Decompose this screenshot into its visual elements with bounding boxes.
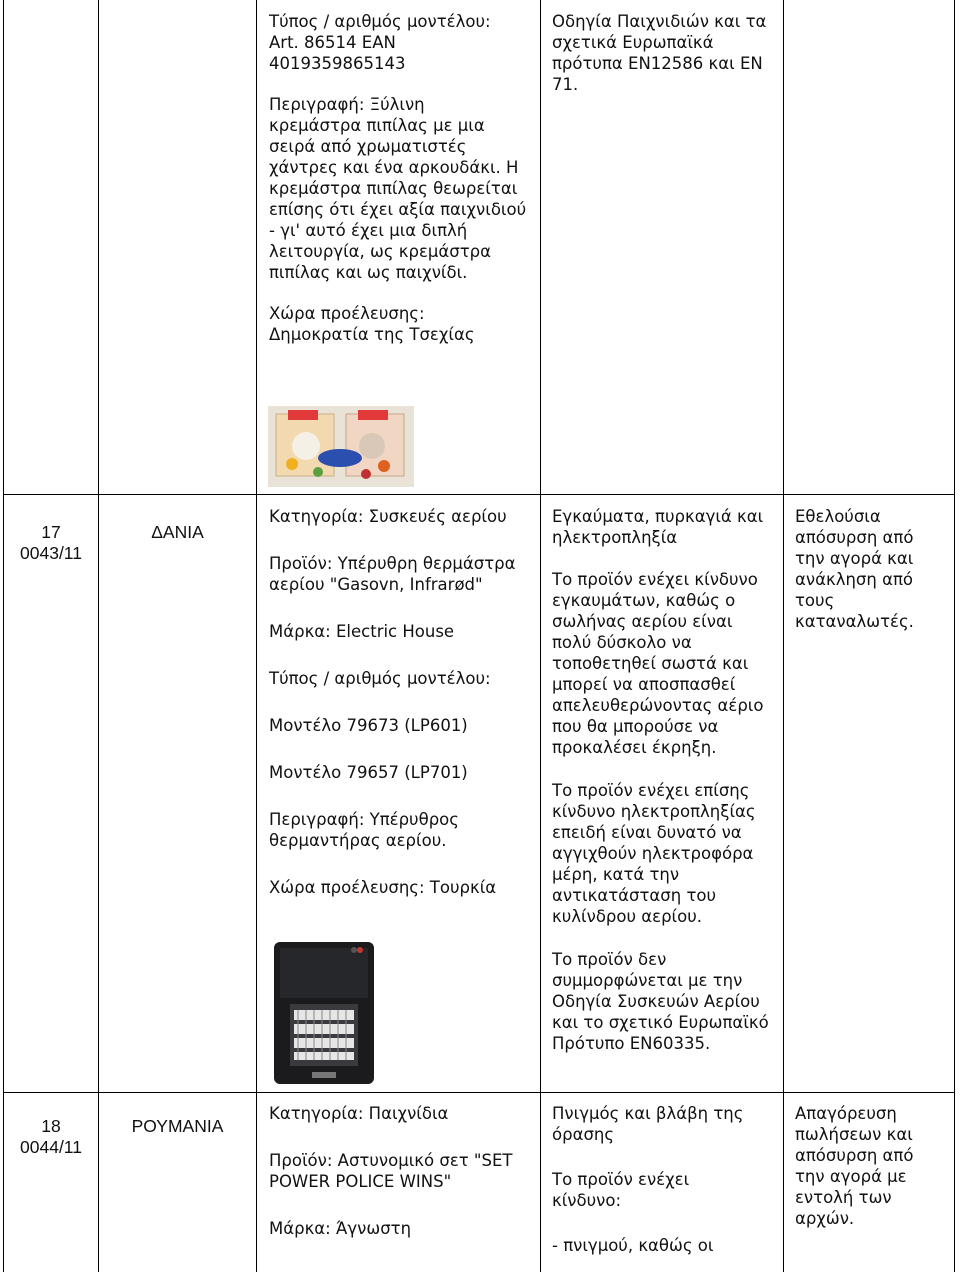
prev-origin-value: Δημοκρατία της Τσεχίας bbox=[269, 325, 475, 344]
row18-category: Κατηγορία: Παιχνίδια bbox=[269, 1104, 449, 1123]
row17-country: ΔΑΝΙΑ bbox=[151, 522, 204, 542]
row18-product-line-2: POWER POLICE WINS" bbox=[269, 1172, 452, 1191]
row17-risk-cell: Εγκαύματα, πυρκαγιά και ηλεκτροπληξία Το προϊόν ενέχει κίνδυνο εγκαυμάτων, καθώς ο σωλήνας αερίου είναι πολύ δύσκολο να τοποθετηθεί σωστά και μπορεί να αποσπασθεί απελευθερώνοντας αέριο που θα μπορούσε να προκαλέσει έκρηξη. Το προϊόν ενέχει επίσης κίνδυνο ηλεκτροπληξίας επειδή είναι δυνατό να αγγιχθούν ηλεκτροφόρα μέρη, κατά την αντικατάσταση του κυλίνδρου αερίου. Το προϊόν δεν συμμορφώνεται με την Οδηγία Συσκευών Αερίου και το σχετικό Ευρωπαϊκό Πρότυπο EN60335. bbox=[552, 506, 782, 1054]
column-divider-2 bbox=[256, 0, 257, 1272]
row17-measures-cell: Εθελούσια απόσυρση από την αγορά και ανάκληση από τους καταναλωτές. bbox=[795, 507, 914, 631]
row17-product-line-1: Προϊόν: Υπέρυθρη θερμάστρα bbox=[269, 554, 516, 573]
row18-country: ΡΟΥΜΑΝΙΑ bbox=[131, 1116, 224, 1136]
row17-ref: 0043/11 bbox=[20, 543, 82, 563]
prev-type-value: Art. 86514 EAN bbox=[269, 33, 396, 52]
row17-description-line-1: Περιγραφή: Υπέρυθρος bbox=[269, 810, 459, 829]
row17-risk-title-2: ηλεκτροπληξία bbox=[552, 528, 678, 547]
table-border-left bbox=[3, 0, 4, 1272]
column-divider-4 bbox=[783, 0, 784, 1272]
row17-brand: Μάρκα: Electric House bbox=[269, 622, 455, 641]
row-divider-18 bbox=[3, 1092, 955, 1093]
row17-description-line-2: θερμαντήρας αερίου. bbox=[269, 831, 447, 850]
row17-product-cell bbox=[269, 506, 539, 898]
gas-heater-photo bbox=[268, 938, 380, 1088]
prev-type-label: Τύπος / αριθμός μοντέλου: bbox=[269, 12, 491, 31]
prev-description: Περιγραφή: Ξύλινη κρεμάστρα πιπίλας με μια σειρά από χρωματιστές χάντρες και ένα αρκουδάκι. Η κρεμάστρα πιπίλας θεωρείται επίσης ότι έχει αξία παιχνιδιού - γι' αυτό έχει μια διπλή λειτουργία, ως κρεμάστρα πιπίλας και ως παιχνίδι. bbox=[269, 95, 527, 282]
row18-number-cell bbox=[4, 1116, 98, 1158]
column-divider-1 bbox=[98, 0, 99, 1272]
prev-ean: 4019359865143 bbox=[269, 54, 406, 73]
row17-category: Κατηγορία: Συσκευές αερίου bbox=[269, 507, 507, 526]
table-border-right bbox=[954, 0, 955, 1272]
row18-ref: 0044/11 bbox=[20, 1137, 82, 1157]
row17-risk-title-1: Εγκαύματα, πυρκαγιά και bbox=[552, 507, 764, 526]
row18-measures-cell: Απαγόρευση πωλήσεων και απόσυρση από την αγορά με εντολή των αρχών. bbox=[795, 1104, 914, 1228]
row18-risk-title-1: Πνιγμός και βλάβη της bbox=[552, 1104, 744, 1123]
pacifier-holder-photo bbox=[268, 406, 414, 487]
row18-country-cell bbox=[99, 1116, 256, 1137]
prev-product-cell bbox=[269, 11, 537, 345]
row18-risk-title-2: όρασης bbox=[552, 1125, 615, 1144]
row17-model-1: Μοντέλο 79673 (LP601) bbox=[269, 716, 468, 735]
row17-model-2: Μοντέλο 79657 (LP701) bbox=[269, 763, 468, 782]
row18-product-cell bbox=[269, 1103, 539, 1239]
column-divider-3 bbox=[540, 0, 541, 1272]
prev-risk-cell: Οδηγία Παιχνιδιών και τα σχετικά Ευρωπαϊκά πρότυπα EN12586 και EN 71. bbox=[552, 12, 767, 94]
row18-risk-cell: Πνιγμός και βλάβη της όρασης Το προϊόν ενέχει κίνδυνο: - πνιγμού, καθώς οι bbox=[552, 1103, 782, 1256]
row17-number: 17 bbox=[41, 522, 61, 542]
row17-type-label: Τύπος / αριθμός μοντέλου: bbox=[269, 669, 491, 688]
row17-product-line-2: αερίου "Gasovn, Infrarød" bbox=[269, 575, 483, 594]
row18-brand: Μάρκα: Άγνωστη bbox=[269, 1219, 412, 1238]
row18-number: 18 bbox=[41, 1116, 61, 1136]
prev-origin-label: Χώρα προέλευσης: bbox=[269, 304, 425, 323]
row17-number-cell bbox=[4, 522, 98, 564]
row17-country-cell bbox=[99, 522, 256, 543]
row18-product-line-1: Προϊόν: Αστυνομικό σετ "SET bbox=[269, 1151, 513, 1170]
row-divider-17 bbox=[3, 494, 955, 495]
row17-origin: Χώρα προέλευσης: Τουρκία bbox=[269, 878, 497, 897]
